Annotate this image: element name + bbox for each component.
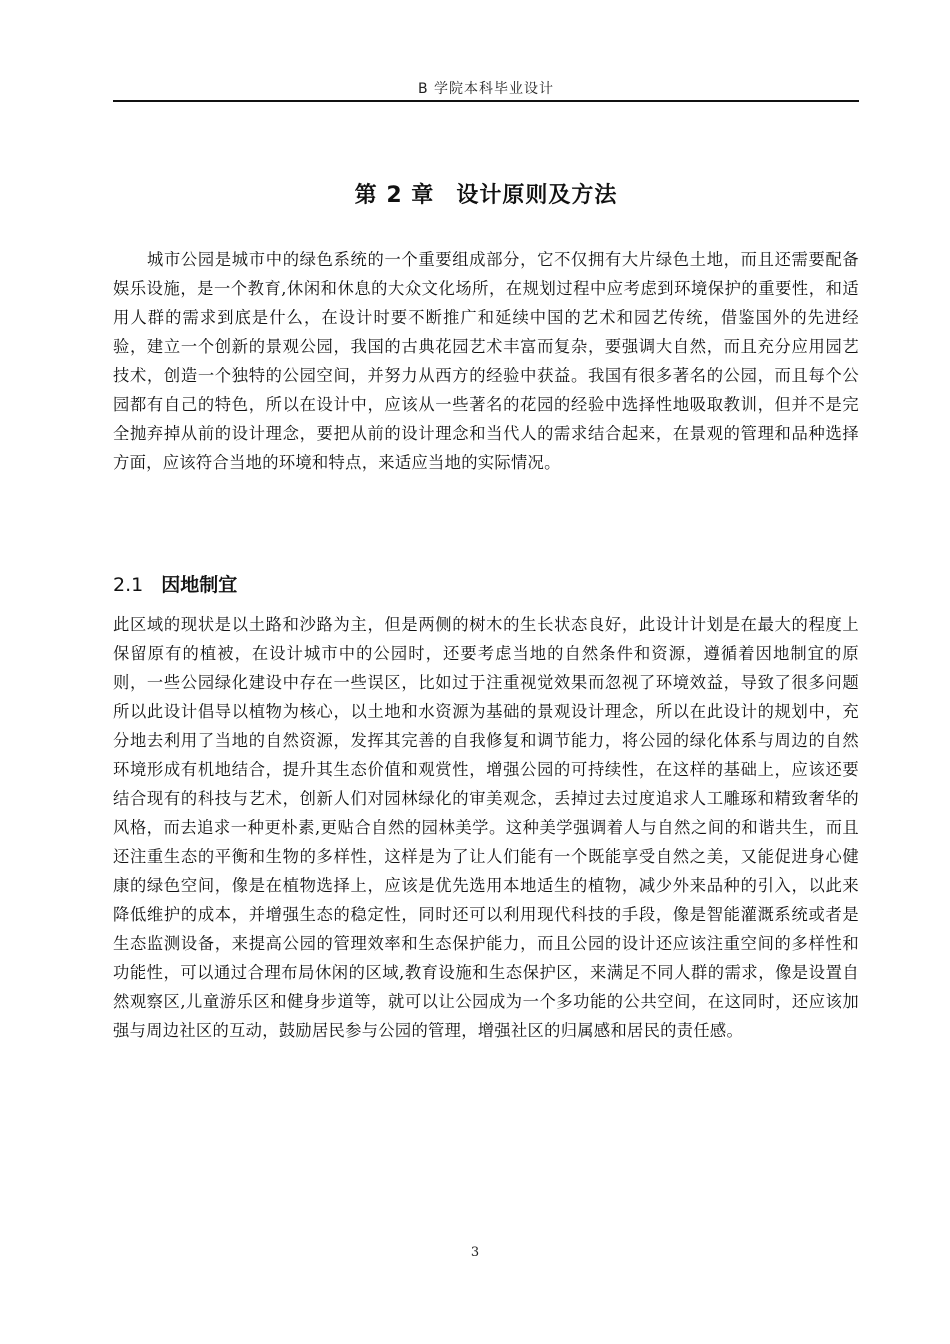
chapter-name: 设计原则及方法 [456,183,618,208]
section-number: 2.1 [113,574,144,596]
page-number: 3 [470,1245,480,1260]
intro-paragraph: 城市公园是城市中的绿色系统的一个重要组成部分，它不仅拥有大片绿色土地，而且还需要配备娱乐设施，是一个教育,休闲和休息的大众文化场所，在规划过程中应考虑到环境保护的重要性，和适用人群的需求到底是什么，在设计时要不断推广和延续中国的艺术和园艺传统，借鉴国外的先进经验，建立一个创新的景观公园，我国的古典花园艺术丰富而复杂，要强调大自然，而且充分应用园艺技术，创造一个独特的公园空间，并努力从西方的经验中获益。我国有很多著名的公园，而且每个公园都有自己的特色，所以在设计中，应该从一些著名的花园的经验中选择性地吸取教训，但并不是完全抛弃掉从前的设计理念，要把从前的设计理念和当代人的需求结合起来，在景观的管理和品种选择方面，应该符合当地的环境和特点，来适应当地的实际情况。 [113,250,859,472]
section-paragraph: 此区域的现状是以土路和沙路为主，但是两侧的树木的生长状态良好，此设计计划是在最大的程度上保留原有的植被，在设计城市中的公园时，还要考虑当地的自然条件和资源，遵循着因地制宜的原则，一些公园绿化建设中存在一些误区，比如过于注重视觉效果而忽视了环境效益，导致了很多问题所以此设计倡导以植物为核心，以土地和水资源为基础的景观设计理念，所以在此设计的规划中，充分地去利用了当地的自然资源，发挥其完善的自我修复和调节能力，将公园的绿化体系与周边的自然环境形成有机地结合，提升其生态价值和观赏性，增强公园的可持续性，在这样的基础上，应该还要结合现有的科技与艺术，创新人们对园林绿化的审美观念，丢掉过去过度追求人工雕琢和精致奢华的风格，而去追求一种更朴素,更贴合自然的园林美学。这种美学强调着人与自然之间的和谐共生，而且还注重生态的平衡和生物的多样性，这样是为了让人们能有一个既能享受自然之美，又能促进身心健康的绿色空间，像是在植物选择上，应该是优先选用本地适生的植物，减少外来品种的引入，以此来降低维护的成本，并增强生态的稳定性，同时还可以利用现代科技的手段，像是智能灌溉系统或者是生态监测设备，来提高公园的管理效率和生态保护能力，而且公园的设计还应该注重空间的多样性和功能性，可以通过合理布局休闲的区域,教育设施和生态保护区，来满足不同人群的需求，像是设置自然观察区,儿童游乐区和健身步道等，就可以让公园成为一个多功能的公共空间，在这同时，还应该加强与周边社区的互动，鼓励居民参与公园的管理，增强社区的归属感和居民的责任感。 [113,615,859,1040]
section-heading [113,570,237,597]
header-rule [113,100,859,102]
chapter-title [113,178,859,209]
running-header: B 学院本科毕业设计 [417,81,555,97]
section-title: 因地制宜 [161,574,238,596]
chapter-label: 第 2 章 [354,183,435,208]
